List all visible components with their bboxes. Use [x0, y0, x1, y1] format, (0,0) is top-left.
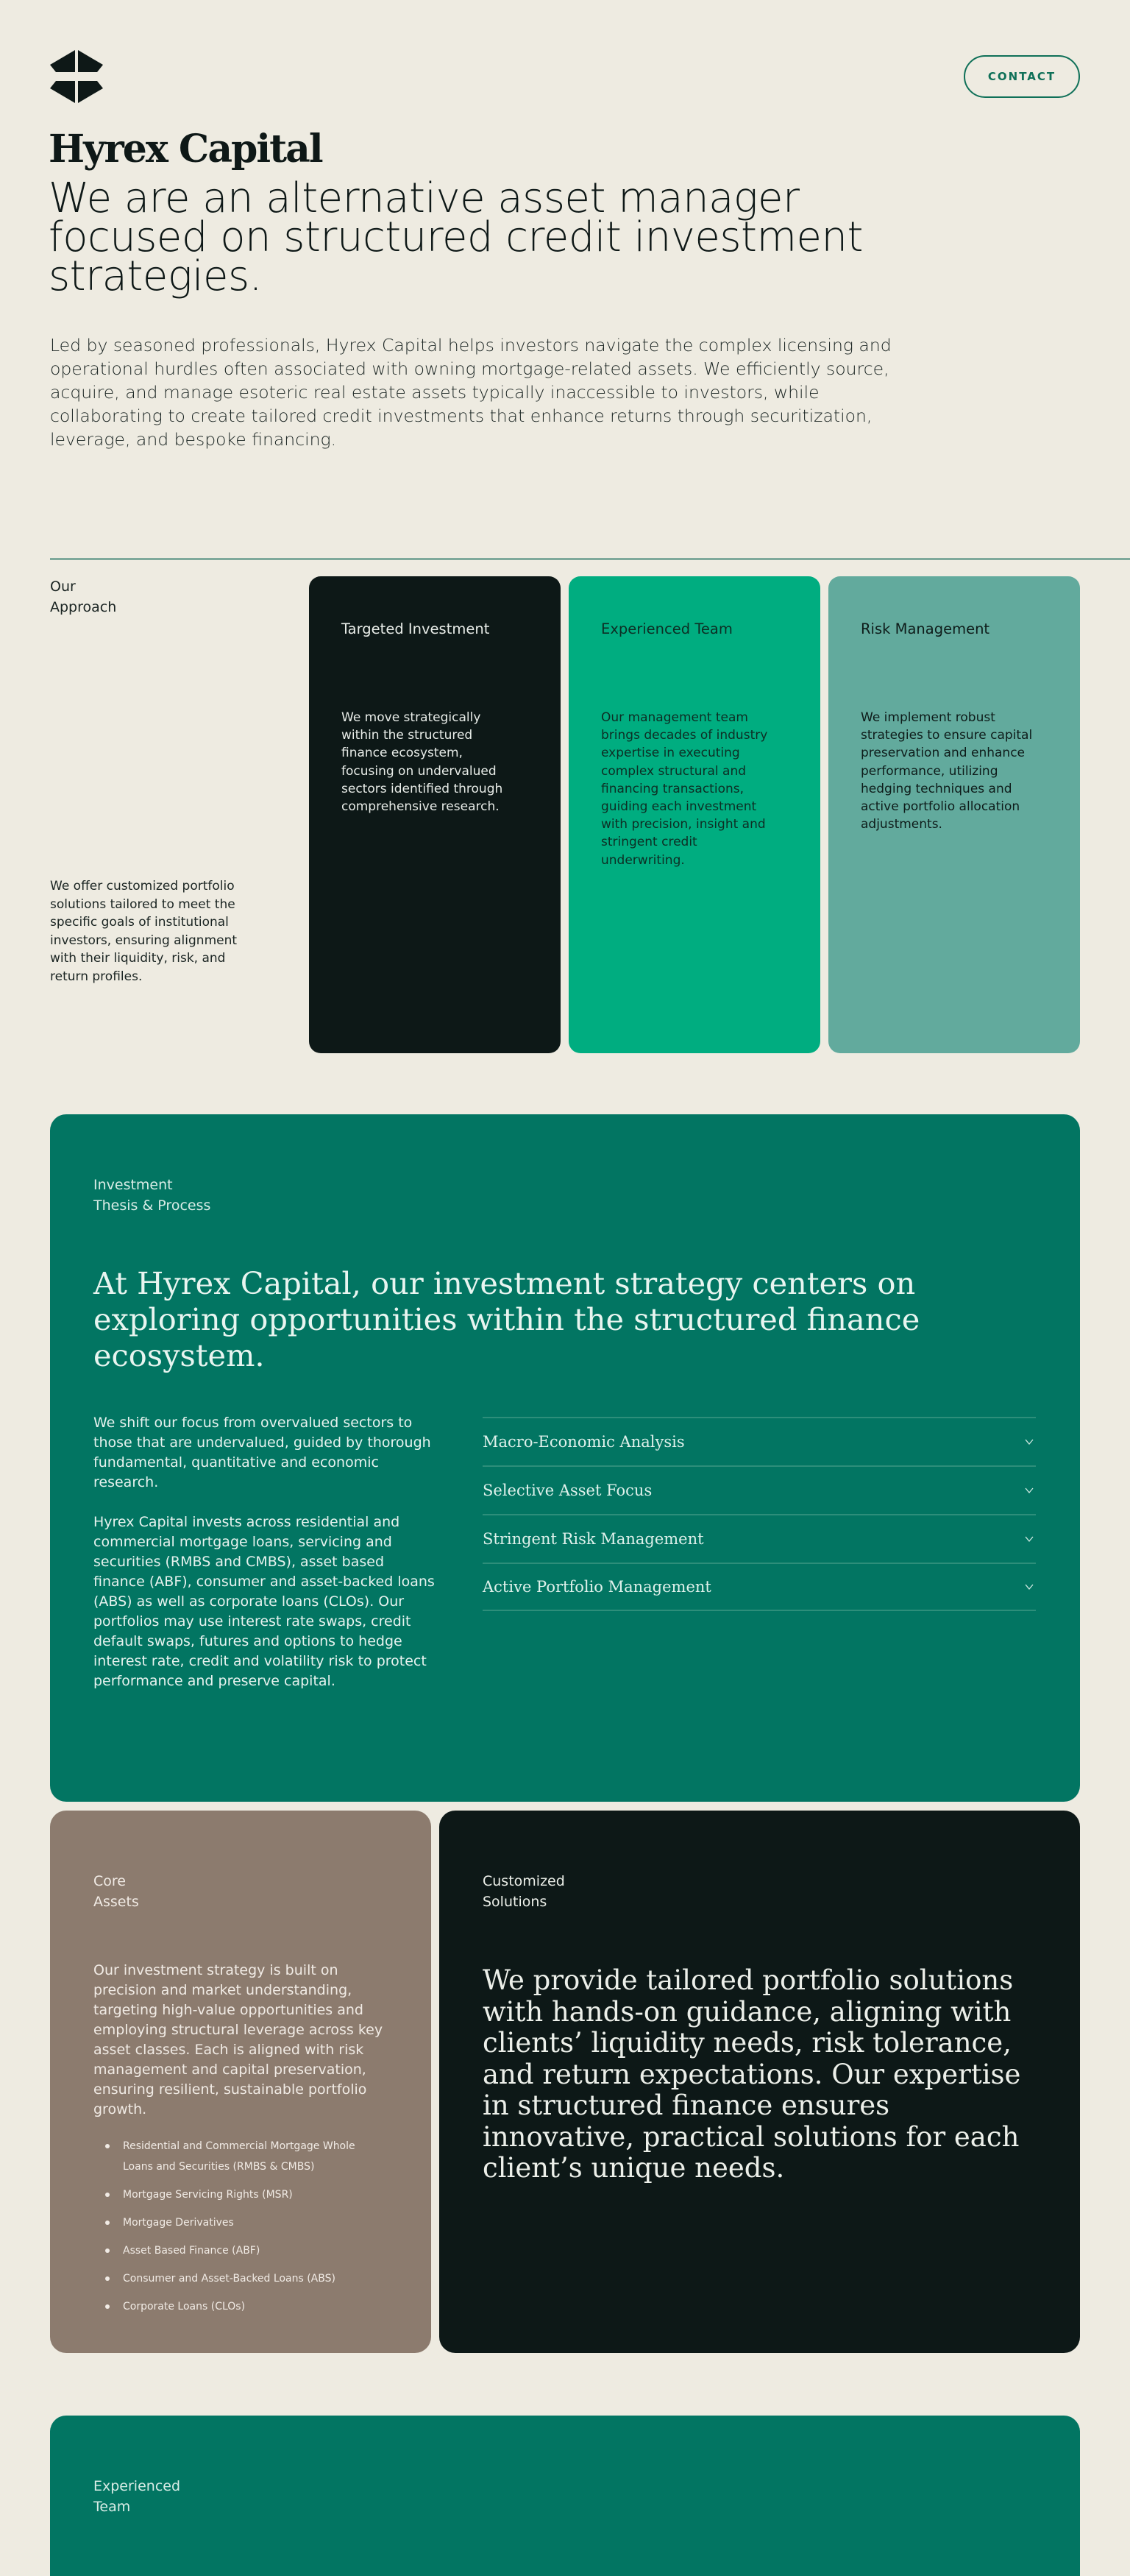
customized-solutions-text: We provide tailored portfolio solutions with hands-on guidance, aligning with clients’ liquidity needs, risk tolerance, and return expectations. Our expertise in structured finance ensures innovative, practical solutions for each client’s unique needs.: [483, 1964, 1021, 2184]
thesis-headline: At Hyrex Capital, our investment strategy centers on exploring opportunities within the structured finance ecosystem.: [93, 1265, 920, 1373]
accordion-label: Active Portfolio Management: [483, 1578, 711, 1596]
brand-logo-icon[interactable]: [50, 50, 103, 103]
list-item: Mortgage Derivatives: [93, 2212, 388, 2233]
customized-solutions-card: [439, 1811, 1080, 2353]
accordion-item-active-portfolio-management[interactable]: [483, 1563, 1036, 1611]
team-label-line1: Experienced: [93, 2478, 181, 2494]
accordion-item-selective-asset-focus[interactable]: [483, 1465, 1036, 1514]
chevron-down-icon[interactable]: [1024, 1485, 1034, 1496]
core-label-line2: Assets: [93, 1894, 139, 1910]
contact-button[interactable]: CONTACT: [964, 55, 1080, 98]
core-assets-description: Our investment strategy is built on precision and market understanding, targeting high-value opportunities and employing structural leverage across key asset classes. Each is aligned with risk management and capital preservation, ensuring resilient, sustainable portfolio growth.: [93, 1962, 383, 2117]
investment-thesis-section: [50, 1114, 1080, 1802]
approach-card-risk-management: [828, 576, 1080, 1053]
chevron-down-icon[interactable]: [1024, 1534, 1034, 1544]
chevron-down-icon[interactable]: [1024, 1582, 1034, 1592]
hero-title: We are an alternative asset manager focused on structured credit investment strategies.: [49, 174, 863, 300]
card-title: Experienced Team: [601, 620, 733, 637]
list-item: Residential and Commercial Mortgage Whole Loans and Securities (RMBS & CMBS): [93, 2136, 388, 2177]
card-body: Our management team brings decades of industry expertise in executing complex structural and financing transactions, guiding each investment with precision, insight and stringent credit underwriting.: [601, 710, 768, 868]
card-body: We move strategically within the structured finance ecosystem, focusing on undervalued sectors identified through comprehensive research.: [341, 710, 503, 815]
approach-label-line1: Our: [50, 578, 76, 595]
core-assets-label: [93, 1871, 139, 1912]
custom-label-line1: Customized: [483, 1873, 565, 1889]
accordion-item-macro-economic-analysis[interactable]: [483, 1417, 1036, 1465]
accordion-label: Selective Asset Focus: [483, 1482, 653, 1499]
chevron-down-icon[interactable]: [1024, 1437, 1034, 1447]
team-section-label: [93, 2476, 180, 2517]
team-label-line2: Team: [93, 2499, 131, 2515]
card-body: We implement robust strategies to ensure capital preservation and enhance performance, utilizing hedging techniques and active portfolio allocation adjustments.: [861, 710, 1033, 832]
approach-description: We offer customized portfolio solutions tailored to meet the specific goals of institutional investors, ensuring alignment with their liquidity, risk, and return profiles.: [50, 879, 238, 984]
core-label-line1: Core: [93, 1873, 126, 1889]
card-title: Risk Management: [861, 620, 990, 637]
approach-section-label: [50, 576, 116, 618]
card-title: Targeted Investment: [341, 620, 490, 637]
approach-label-line2: Approach: [50, 599, 117, 615]
list-item: Asset Based Finance (ABF): [93, 2240, 388, 2261]
thesis-paragraph-2: Hyrex Capital invests across residential and commercial mortgage loans, servicing and securities (RMBS and CMBS), asset based finance (ABF), consumer and asset-backed loans (ABS) as well as corporate loans (CLOs). Our portfolios may use interest rate swaps, credit default swaps, futures and options to hedge interest rate, credit and volatility risk to protect performance and preserve capital.: [93, 1514, 435, 1689]
thesis-label-line2: Thesis & Process: [93, 1197, 211, 1214]
core-assets-card: [50, 1811, 431, 2353]
accordion-label: Macro-Economic Analysis: [483, 1433, 685, 1451]
hero-description: Led by seasoned professionals, Hyrex Capital helps investors navigate the complex licensing and operational hurdles often associated with owning mortgage-related assets. We efficiently source, acquire, and manage esoteric real estate assets typically inaccessible to investors, while collaborating to create tailored credit investments that enhance returns through securitization, leverage, and bespoke financing.: [50, 335, 892, 450]
experienced-team-section: [50, 2416, 1080, 2576]
custom-label-line2: Solutions: [483, 1894, 547, 1910]
list-item: Consumer and Asset-Backed Loans (ABS): [93, 2268, 388, 2289]
accordion-label: Stringent Risk Management: [483, 1530, 704, 1548]
thesis-label-line1: Investment: [93, 1177, 173, 1193]
thesis-paragraph-1: We shift our focus from overvalued sectors to those that are undervalued, guided by thorough fundamental, quantitative and economic research.: [93, 1415, 431, 1490]
section-divider: [50, 558, 1130, 560]
thesis-section-label: [93, 1175, 210, 1216]
core-assets-list: [93, 2136, 388, 2324]
accordion-item-stringent-risk-management[interactable]: [483, 1514, 1036, 1563]
list-item: Corporate Loans (CLOs): [93, 2296, 388, 2317]
approach-card-targeted-investment: [309, 576, 561, 1053]
approach-card-experienced-team: [569, 576, 820, 1053]
list-item: Mortgage Servicing Rights (MSR): [93, 2184, 388, 2205]
customized-solutions-label: [483, 1871, 565, 1912]
thesis-accordion: [483, 1417, 1036, 1611]
brand-name: Hyrex Capital: [49, 127, 322, 171]
